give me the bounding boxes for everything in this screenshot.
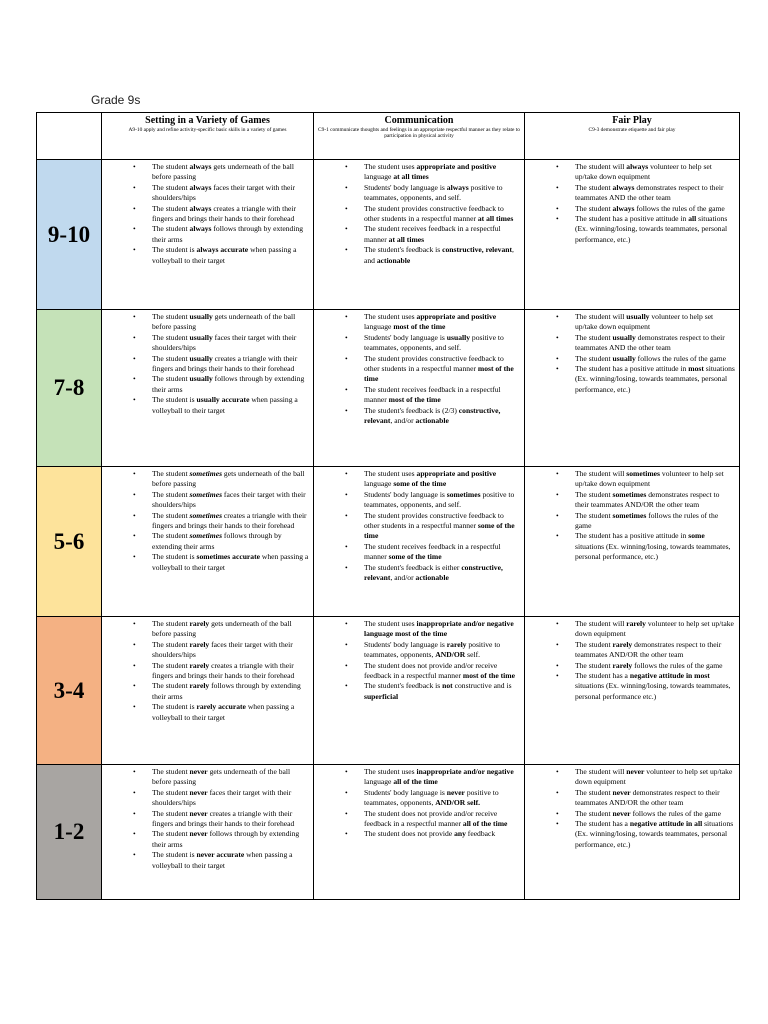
rubric-criterion: • The student is rarely accurate when passing a volleyball to their target	[152, 702, 309, 723]
rubric-criterion: • The student's feedback is not constructive and is superficial	[364, 681, 520, 702]
rubric-criterion: • The student usually faces their target with their shoulders/hips	[152, 333, 309, 354]
fair-play-cell	[525, 160, 740, 310]
rubric-row-5-6	[37, 467, 740, 617]
rubric-criterion: • The student never follows the rules of the game	[575, 809, 735, 819]
rubric-criterion: • The student has a negative attitude in all situations (Ex. winning/losing, towards teammates, personal performance, etc.)	[575, 819, 735, 850]
rubric-criterion: • The student sometimes follows the rules of the game	[575, 511, 735, 532]
rubric-criterion: • The student usually creates a triangle with their fingers and brings their hands to their forehead	[152, 354, 309, 375]
rubric-criterion: • The student sometimes follows through by extending their arms	[152, 531, 309, 552]
rubric-criterion: • The student's feedback is either constructive, relevant, and/or actionable	[364, 563, 520, 584]
communication-cell	[314, 160, 525, 310]
rubric-row-9-10	[37, 160, 740, 310]
skills-cell	[102, 617, 314, 765]
rubric-row-7-8	[37, 310, 740, 467]
header-title: Fair Play	[612, 115, 652, 126]
corner-cell	[37, 113, 102, 160]
communication-cell	[314, 310, 525, 467]
rubric-criterion: • The student rarely faces their target with their shoulders/hips	[152, 640, 309, 661]
rubric-criterion: • The student has a positive attitude in all situations (Ex. winning/losing, towards teammates, personal performance, etc.)	[575, 214, 735, 245]
rubric-criterion: • The student rarely follows the rules of the game	[575, 661, 735, 671]
skills-cell	[102, 310, 314, 467]
rubric-criterion: • The student provides constructive feedback to other students in a respectful manner some of the time	[364, 511, 520, 542]
rubric-criterion: • The student usually follows the rules of the game	[575, 354, 735, 364]
rubric-criterion: • The student's feedback is constructive, relevant, and actionable	[364, 245, 520, 266]
rubric-criterion: • Students' body language is usually positive to teammates, opponents, and self.	[364, 333, 520, 354]
rubric-criterion: • The student does not provide and/or receive feedback in a respectful manner all of the time	[364, 809, 520, 830]
skills-cell	[102, 765, 314, 900]
rubric-criterion: • The student is usually accurate when passing a volleyball to their target	[152, 395, 309, 416]
rubric-criterion: • The student is sometimes accurate when passing a volleyball to their target	[152, 552, 309, 573]
rubric-criterion: • The student will usually volunteer to help set up/take down equipment	[575, 312, 735, 333]
header-communication	[314, 113, 525, 160]
rubric-criterion: • The student uses appropriate and positive language at all times	[364, 162, 520, 183]
rubric-criterion: • Students' body language is sometimes positive to teammates, opponents, and self.	[364, 490, 520, 511]
rubric-criterion: • The student provides constructive feedback to other students in a respectful manner at all times	[364, 204, 520, 225]
rubric-criterion: • The student always gets underneath of the ball before passing	[152, 162, 309, 183]
header-subtitle: C9-3 demonstrate etiquette and fair play	[588, 127, 676, 133]
grade-label: Grade 9s	[91, 93, 141, 107]
rubric-criterion: • The student receives feedback in a respectful manner most of the time	[364, 385, 520, 406]
skills-cell	[102, 160, 314, 310]
rubric-criterion: • The student sometimes faces their target with their shoulders/hips	[152, 490, 309, 511]
fair-play-cell	[525, 765, 740, 900]
rubric-criterion: • The student usually follows through by extending their arms	[152, 374, 309, 395]
rubric-criterion: • The student has a negative attitude in most situations (Ex. winning/losing, towards teammates, personal performance etc.)	[575, 671, 735, 702]
skills-cell	[102, 467, 314, 617]
rubric-criterion: • The student's feedback is (2/3) constructive, relevant, and/or actionable	[364, 406, 520, 427]
header-subtitle: C9-1 communicate thoughts and feelings in an appropriate respectful manner as they relate to participation in physical activity	[318, 127, 520, 140]
rubric-criterion: • The student uses inappropriate and/or negative language most of the time	[364, 619, 520, 640]
rubric-criterion: • Students' body language is always positive to teammates, opponents, and self.	[364, 183, 520, 204]
rubric-criterion: • Students' body language is rarely positive to teammates, opponents, AND/OR self.	[364, 640, 520, 661]
header-row	[37, 113, 740, 160]
level-cell: 7-8	[37, 310, 102, 467]
rubric-row-3-4	[37, 617, 740, 765]
fair-play-cell	[525, 310, 740, 467]
rubric-criterion: • The student rarely creates a triangle with their fingers and brings their hands to their forehead	[152, 661, 309, 682]
rubric-criterion: • The student receives feedback in a respectful manner some of the time	[364, 542, 520, 563]
rubric-criterion: • The student uses appropriate and positive language most of the time	[364, 312, 520, 333]
rubric-criterion: • The student is always accurate when passing a volleyball to their target	[152, 245, 309, 266]
header-title: Setting in a Variety of Games	[145, 115, 270, 126]
rubric-criterion: • The student will rarely volunteer to help set up/take down equipment	[575, 619, 735, 640]
rubric-criterion: • The student does not provide any feedback	[364, 829, 520, 839]
communication-cell	[314, 467, 525, 617]
rubric-criterion: • The student never faces their target with their shoulders/hips	[152, 788, 309, 809]
level-cell: 1-2	[37, 765, 102, 900]
rubric-criterion: • The student provides constructive feedback to other students in a respectful manner most of the time	[364, 354, 520, 385]
rubric-criterion: • The student always demonstrates respect to their teammates AND the other team	[575, 183, 735, 204]
rubric-criterion: • The student usually gets underneath of the ball before passing	[152, 312, 309, 333]
level-cell: 9-10	[37, 160, 102, 310]
header-fair-play	[525, 113, 740, 160]
rubric-criterion: • The student is never accurate when passing a volleyball to their target	[152, 850, 309, 871]
rubric-criterion: • The student receives feedback in a respectful manner at all times	[364, 224, 520, 245]
header-setting	[102, 113, 314, 160]
rubric-criterion: • The student sometimes gets underneath of the ball before passing	[152, 469, 309, 490]
rubric-criterion: • The student rarely gets underneath of the ball before passing	[152, 619, 309, 640]
rubric-criterion: • The student never creates a triangle with their fingers and brings their hands to their forehead	[152, 809, 309, 830]
rubric-criterion: • The student has a positive attitude in some situations (Ex. winning/losing, towards teammates, personal performance, etc.)	[575, 531, 735, 562]
header-subtitle: A9-10 apply and refine activity-specific basic skills in a variety of games	[128, 127, 287, 133]
rubric-criterion: • The student rarely follows through by extending their arms	[152, 681, 309, 702]
communication-cell	[314, 617, 525, 765]
rubric-criterion: • Students' body language is never positive to teammates, opponents, AND/OR self.	[364, 788, 520, 809]
rubric-criterion: • The student never follows through by extending their arms	[152, 829, 309, 850]
rubric-criterion: • The student sometimes creates a triangle with their fingers and brings their hands to their forehead	[152, 511, 309, 532]
fair-play-cell	[525, 467, 740, 617]
rubric-criterion: • The student will sometimes volunteer to help set up/take down equipment	[575, 469, 735, 490]
rubric-criterion: • The student always follows through by extending their arms	[152, 224, 309, 245]
communication-cell	[314, 765, 525, 900]
rubric-criterion: • The student will always volunteer to help set up/take down equipment	[575, 162, 735, 183]
rubric-criterion: • The student will never volunteer to help set up/take down equipment	[575, 767, 735, 788]
fair-play-cell	[525, 617, 740, 765]
rubric-criterion: • The student usually demonstrates respect to their teammates AND the other team	[575, 333, 735, 354]
level-cell: 5-6	[37, 467, 102, 617]
header-title: Communication	[384, 115, 454, 126]
rubric-criterion: • The student never gets underneath of the ball before passing	[152, 767, 309, 788]
rubric-criterion: • The student always faces their target with their shoulders/hips	[152, 183, 309, 204]
rubric-table	[36, 112, 740, 900]
rubric-criterion: • The student does not provide and/or receive feedback in a respectful manner most of the time	[364, 661, 520, 682]
level-cell: 3-4	[37, 617, 102, 765]
rubric-criterion: • The student rarely demonstrates respect to their teammates AND/OR the other team	[575, 640, 735, 661]
rubric-criterion: • The student has a positive attitude in most situations (Ex. winning/losing, towards teammates, personal performance, etc.)	[575, 364, 735, 395]
rubric-criterion: • The student uses appropriate and positive language some of the time	[364, 469, 520, 490]
rubric-criterion: • The student uses inappropriate and/or negative language all of the time	[364, 767, 520, 788]
rubric-criterion: • The student always follows the rules of the game	[575, 204, 735, 214]
rubric-row-1-2	[37, 765, 740, 900]
rubric-criterion: • The student always creates a triangle with their fingers and brings their hands to their forehead	[152, 204, 309, 225]
rubric-criterion: • The student never demonstrates respect to their teammates AND/OR the other team	[575, 788, 735, 809]
rubric-criterion: • The student sometimes demonstrates respect to their teammates AND/OR the other team	[575, 490, 735, 511]
